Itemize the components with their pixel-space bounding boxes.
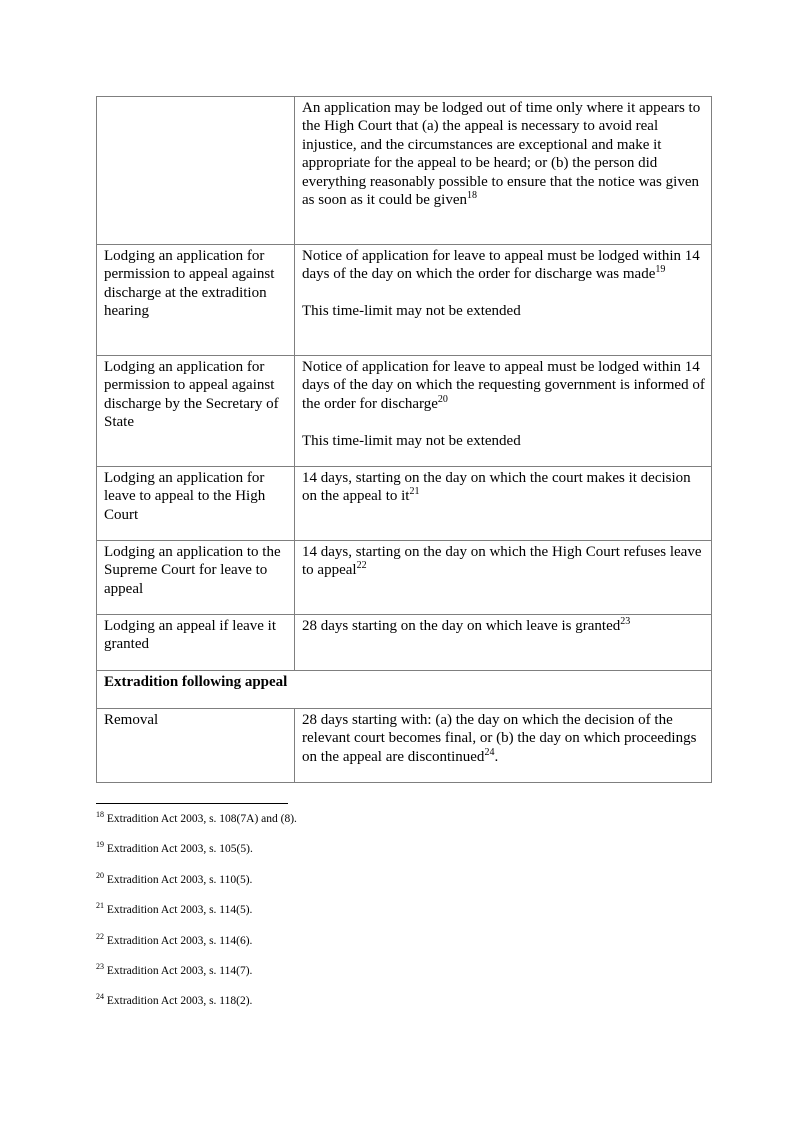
table-row xyxy=(97,356,712,467)
footnote-ref[interactable]: 18 xyxy=(466,190,477,202)
table-row xyxy=(97,467,712,541)
footnote-separator xyxy=(96,803,288,804)
footnote xyxy=(96,994,297,1024)
row-text-cell xyxy=(295,356,712,467)
row-text: 28 days starting on the day on which leave is granted xyxy=(302,618,621,634)
footnote-text: Extradition Act 2003, s. 118(2). xyxy=(106,995,253,1008)
table-row xyxy=(97,615,712,671)
row-extra-text: This time-limit may not be extended xyxy=(302,303,521,320)
row-text-cell xyxy=(295,97,712,245)
row-text-cell: 28 days starting with: (a) the day on which the decision of the relevant court becomes final, or (b) the day on which proceedings on the appeal are discontinued$^{24}$. xyxy=(295,709,712,783)
footnote-number: 22 xyxy=(96,931,104,941)
footnote-text: Extradition Act 2003, s. 108(7A) and (8). xyxy=(106,813,297,825)
footnote-number: 20 xyxy=(96,870,104,880)
time-limits-table xyxy=(96,96,712,783)
footnote-number: 21 xyxy=(96,901,104,911)
footnote-text: Extradition Act 2003, s. 105(5). xyxy=(106,843,253,856)
row-text: Notice of application for leave to appeal must be lodged within 14 days of the day on which the requesting government is informed of the order for discharge xyxy=(302,359,705,412)
row-label-cell: Lodging an appeal if leave it granted xyxy=(97,615,295,671)
footnote xyxy=(96,964,297,994)
footnote-number: 24 xyxy=(96,992,104,1002)
footnote-number: 18 xyxy=(96,810,104,820)
row-label-cell: Lodging an application for leave to appeal to the High Court xyxy=(97,467,295,541)
footnote-text: Extradition Act 2003, s. 114(5). xyxy=(106,904,253,917)
section-heading: Extradition following appeal xyxy=(97,671,712,709)
footnote-number: 19 xyxy=(96,840,104,850)
table-row xyxy=(97,541,712,615)
footnotes xyxy=(96,812,297,1025)
table-row xyxy=(97,97,712,245)
footnote-ref[interactable]: 20 xyxy=(437,393,448,405)
footnote-ref[interactable]: 23 xyxy=(620,616,631,627)
row-text: An application may be lodged out of time only where it appears to the High Court that (a) the appeal is necessary to avoid real injustice, and the circumstances are exceptional and make it appropriate for the appeal to be heard; or (b) the person did everything reasonably possible to ensure that the notice was given as soon as it could be given xyxy=(302,100,701,209)
row-label-cell: Lodging an application for permission to appeal against discharge by the Secretary of State xyxy=(97,356,295,467)
row-text-cell xyxy=(295,541,712,615)
row-label-cell xyxy=(97,97,295,245)
row-text-cell xyxy=(295,467,712,541)
footnote xyxy=(96,870,297,903)
row-text: 14 days, starting on the day on which the High Court refuses leave to appeal xyxy=(302,544,702,579)
footnote xyxy=(96,903,297,933)
footnote-text: Extradition Act 2003, s. 114(6). xyxy=(106,934,253,947)
table-row xyxy=(97,709,712,783)
footnote xyxy=(96,812,297,842)
row-label-cell: Lodging an application to the Supreme Court for leave to appeal xyxy=(97,541,295,615)
footnote-text: Extradition Act 2003, s. 110(5). xyxy=(106,873,253,886)
footnote xyxy=(96,931,297,964)
footnote-ref[interactable]: 19 xyxy=(655,264,666,276)
row-text-cell xyxy=(295,245,712,356)
row-extra-text: This time-limit may not be extended xyxy=(302,432,521,449)
footnote xyxy=(96,842,297,872)
row-label-cell: Lodging an application for permission to appeal against discharge at the extradition hearing xyxy=(97,245,295,356)
section-header-row xyxy=(97,671,712,709)
row-text: 28 days starting with: (a) the day on which the decision of the relevant court becomes final, or (b) the day on which proceedings on the appeal are discontinued xyxy=(302,712,697,765)
footnote-text: Extradition Act 2003, s. 114(7). xyxy=(106,964,253,977)
footnote-ref[interactable]: 22 xyxy=(356,560,367,572)
table-row xyxy=(97,245,712,356)
footnote-ref[interactable]: 21 xyxy=(409,486,420,498)
row-label-cell: Removal xyxy=(97,709,295,783)
row-text: Notice of application for leave to appeal must be lodged within 14 days of the day on which the order for discharge was made xyxy=(302,248,700,283)
row-text: 14 days, starting on the day on which the court makes it decision on the appeal to it xyxy=(302,470,691,505)
footnote-number: 23 xyxy=(96,962,104,972)
footnote-ref[interactable]: 24 xyxy=(484,746,495,758)
row-text-cell xyxy=(295,615,712,671)
